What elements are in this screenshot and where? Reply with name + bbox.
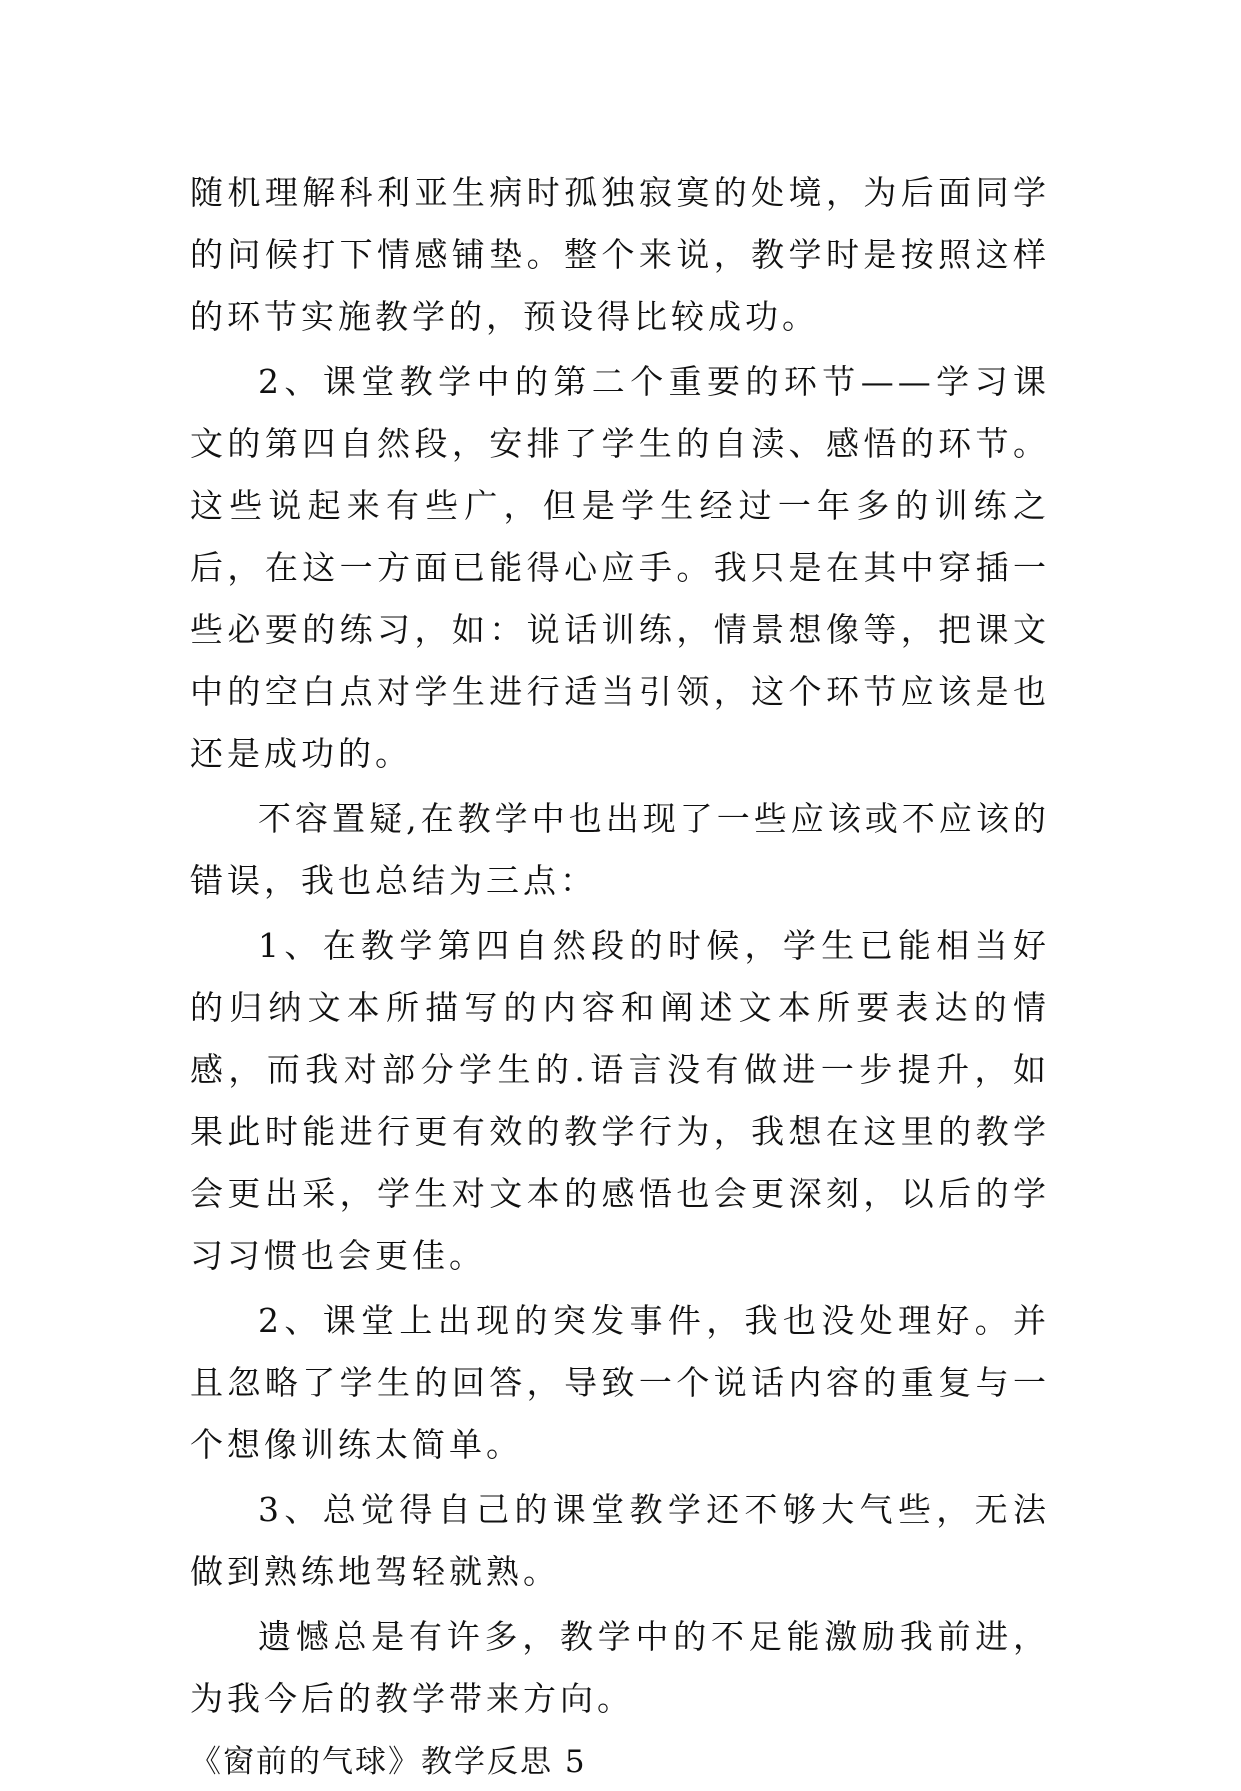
- paragraph-4: 1、在教学第四自然段的时候，学生已能相当好的归纳文本所描写的内容和阐述文本所要表达的情感，而我对部分学生的.语言没有做进一步提升，如果此时能进行更有效的教学行为，我想在这里的教学会更出采，学生对文本的感悟也会更深刻，以后的学习习惯也会更佳。: [190, 926, 1050, 1275]
- document-body: [190, 162, 1050, 1791]
- paragraph-5: 2、课堂上出现的突发事件，我也没处理好。并且忽略了学生的回答，导致一个说话内容的重复与一个想像训练太简单。: [190, 1301, 1050, 1464]
- paragraph-1: 随机理解科利亚生病时孤独寂寞的处境，为后面同学的问候打下情感铺垫。整个来说，教学时是按照这样的环节实施教学的，预设得比较成功。: [190, 173, 1050, 336]
- paragraph-6: 3、总觉得自己的课堂教学还不够大气些，无法做到熟练地驾轻就熟。: [190, 1490, 1050, 1591]
- paragraph-2: 2、课堂教学中的第二个重要的环节——学习课文的第四自然段，安排了学生的自渎、感悟的环节。这些说起来有些广，但是学生经过一年多的训练之后，在这一方面已能得心应手。我只是在其中穿插一些必要的练习，如：说话训练，情景想像等，把课文中的空白点对学生进行适当引领，这个环节应该是也还是成功的。: [190, 362, 1050, 773]
- paragraph-3: 不容置疑,在教学中也出现了一些应该或不应该的错误，我也总结为三点：: [190, 799, 1050, 900]
- paragraph-7: 遗憾总是有许多，教学中的不足能激励我前进，为我今后的教学带来方向。: [190, 1617, 1050, 1718]
- section-title: 《窗前的气球》教学反思 5: [190, 1744, 587, 1780]
